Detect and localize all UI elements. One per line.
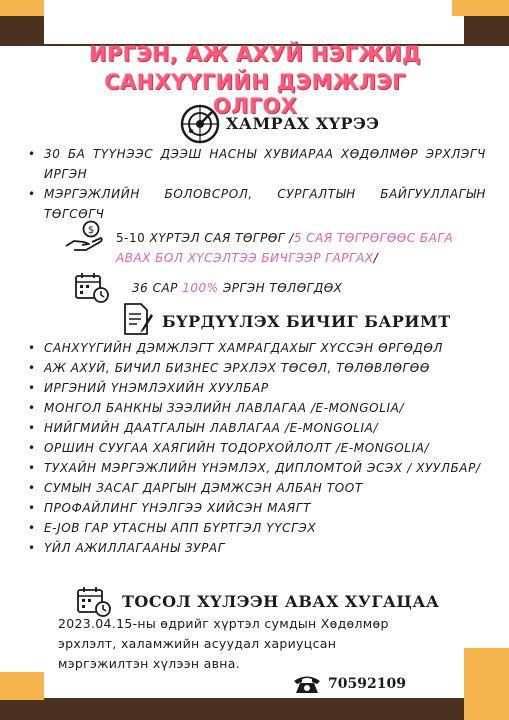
telephone-icon bbox=[292, 674, 322, 694]
loan-amount-prefix: 5-10 bbox=[116, 231, 146, 245]
page-title-line-1: ИРГЭН, АЖ АХУЙ НЭГЖИД bbox=[88, 42, 422, 66]
list-item: • АЖ АХУЙ, БИЧИЛ БИЗНЕС ЭРХЛЭХ ТӨСӨЛ, ТӨЛӨВЛӨГӨӨ bbox=[28, 358, 486, 378]
page-title-line-2: САНХҮҮГИЙН ДЭМЖЛЭГ ОЛГОХ bbox=[104, 70, 406, 118]
calendar-clock-icon bbox=[74, 272, 110, 304]
documents-list bbox=[28, 338, 486, 558]
list-item: • САНХҮҮГИЙН ДЭМЖЛЭГТ ХАМРАГДАХЫГ ХҮССЭН ӨРГӨДӨЛ bbox=[28, 338, 486, 358]
loan-amount-label: ХҮРТЭЛ САЯ ТӨГРӨГ / bbox=[149, 231, 294, 245]
list-item: • ПРОФАЙЛИНГ ҮНЭЛГЭЭ ХИЙСЭН МАЯГТ bbox=[28, 498, 486, 518]
radar-icon bbox=[180, 104, 220, 144]
term-label: ЭРГЭН ТӨЛӨГДӨХ bbox=[222, 281, 343, 295]
deadline-heading: ТОСОЛ ХҮЛЭЭН АВАХ ХУГАЦАА bbox=[122, 592, 440, 611]
loan-amount-note: 5 САЯ ТӨГРӨГӨӨС БАГА АВАХ БОЛ ХҮСЭЛТЭЭ БИЧГЭЭР ГАРГАХ bbox=[116, 231, 454, 265]
deadline-text: 2023.04.15-ны өдрийг хүртэл сумдын Хөдөлмөр эрхлэлт, халамжийн асуудал хариуцсан мэргэжилтэн хүлээн авна. bbox=[58, 616, 389, 671]
coverage-heading: ХАМРАХ ХҮРЭЭ bbox=[226, 114, 380, 133]
list-item: • ҮЙЛ АЖИЛЛАГААНЫ ЗУРАГ bbox=[28, 538, 486, 558]
list-item: • НИЙГМИЙН ДААТГАЛЫН ЛАВЛАГАА /E-MONGOLIA/ bbox=[28, 418, 486, 438]
documents-heading: БҮРДҮҮЛЭХ БИЧИГ БАРИМТ bbox=[162, 312, 451, 331]
bottom-right-gold-block bbox=[464, 648, 509, 720]
term-months: 36 САР bbox=[132, 281, 178, 295]
list-item: • 30 БА ТҮҮНЭЭС ДЭЭШ НАСНЫ ХУВИАРАА ХӨДӨЛМӨР ЭРХЛЭГЧ ИРГЭН bbox=[28, 144, 486, 184]
list-item: • МОНГОЛ БАНКНЫ ЗЭЭЛИЙН ЛАВЛАГАА /E-MONGOLIA/ bbox=[28, 398, 486, 418]
term-percent: 100% bbox=[182, 281, 219, 295]
top-right-gold-block bbox=[452, 0, 509, 16]
list-item: • ОРШИН СУУГАА ХАЯГИЙН ТОДОРХОЙЛОЛТ /E-MONGOLIA/ bbox=[28, 438, 486, 458]
loan-amount-text bbox=[116, 228, 486, 268]
phone-number: 70592109 bbox=[328, 676, 406, 692]
money-hand-icon bbox=[64, 220, 106, 254]
list-item: • СУМЫН ЗАСАГ ДАРГЫН ДЭМЖСЭН АЛБАН ТООТ bbox=[28, 478, 486, 498]
list-item: • МЭРГЭЖЛИЙН БОЛОВСРОЛ, СУРГАЛТЫН БАЙГУУЛЛАГЫН ТӨГСӨГЧ bbox=[28, 184, 486, 224]
term-text bbox=[132, 278, 342, 298]
top-white-panel bbox=[44, 0, 464, 44]
coverage-list bbox=[28, 144, 486, 224]
list-item: • ИРГЭНИЙ ҮНЭМЛЭХИЙН ХУУЛБАР bbox=[28, 378, 486, 398]
loan-amount-suffix: / bbox=[373, 251, 379, 265]
bottom-left-gold-block bbox=[0, 672, 44, 700]
list-item: • ТУХАЙН МЭРГЭЖЛИЙН ҮНЭМЛЭХ, ДИПЛОМТОЙ ЭСЭХ / ХУУЛБАР/ bbox=[28, 458, 486, 478]
document-pen-icon bbox=[122, 302, 154, 336]
svg-text:$: $ bbox=[87, 225, 95, 236]
list-item: • E-JOB ГАР УТАСНЫ АПП БҮРТГЭЛ ҮҮСГЭХ bbox=[28, 518, 486, 538]
